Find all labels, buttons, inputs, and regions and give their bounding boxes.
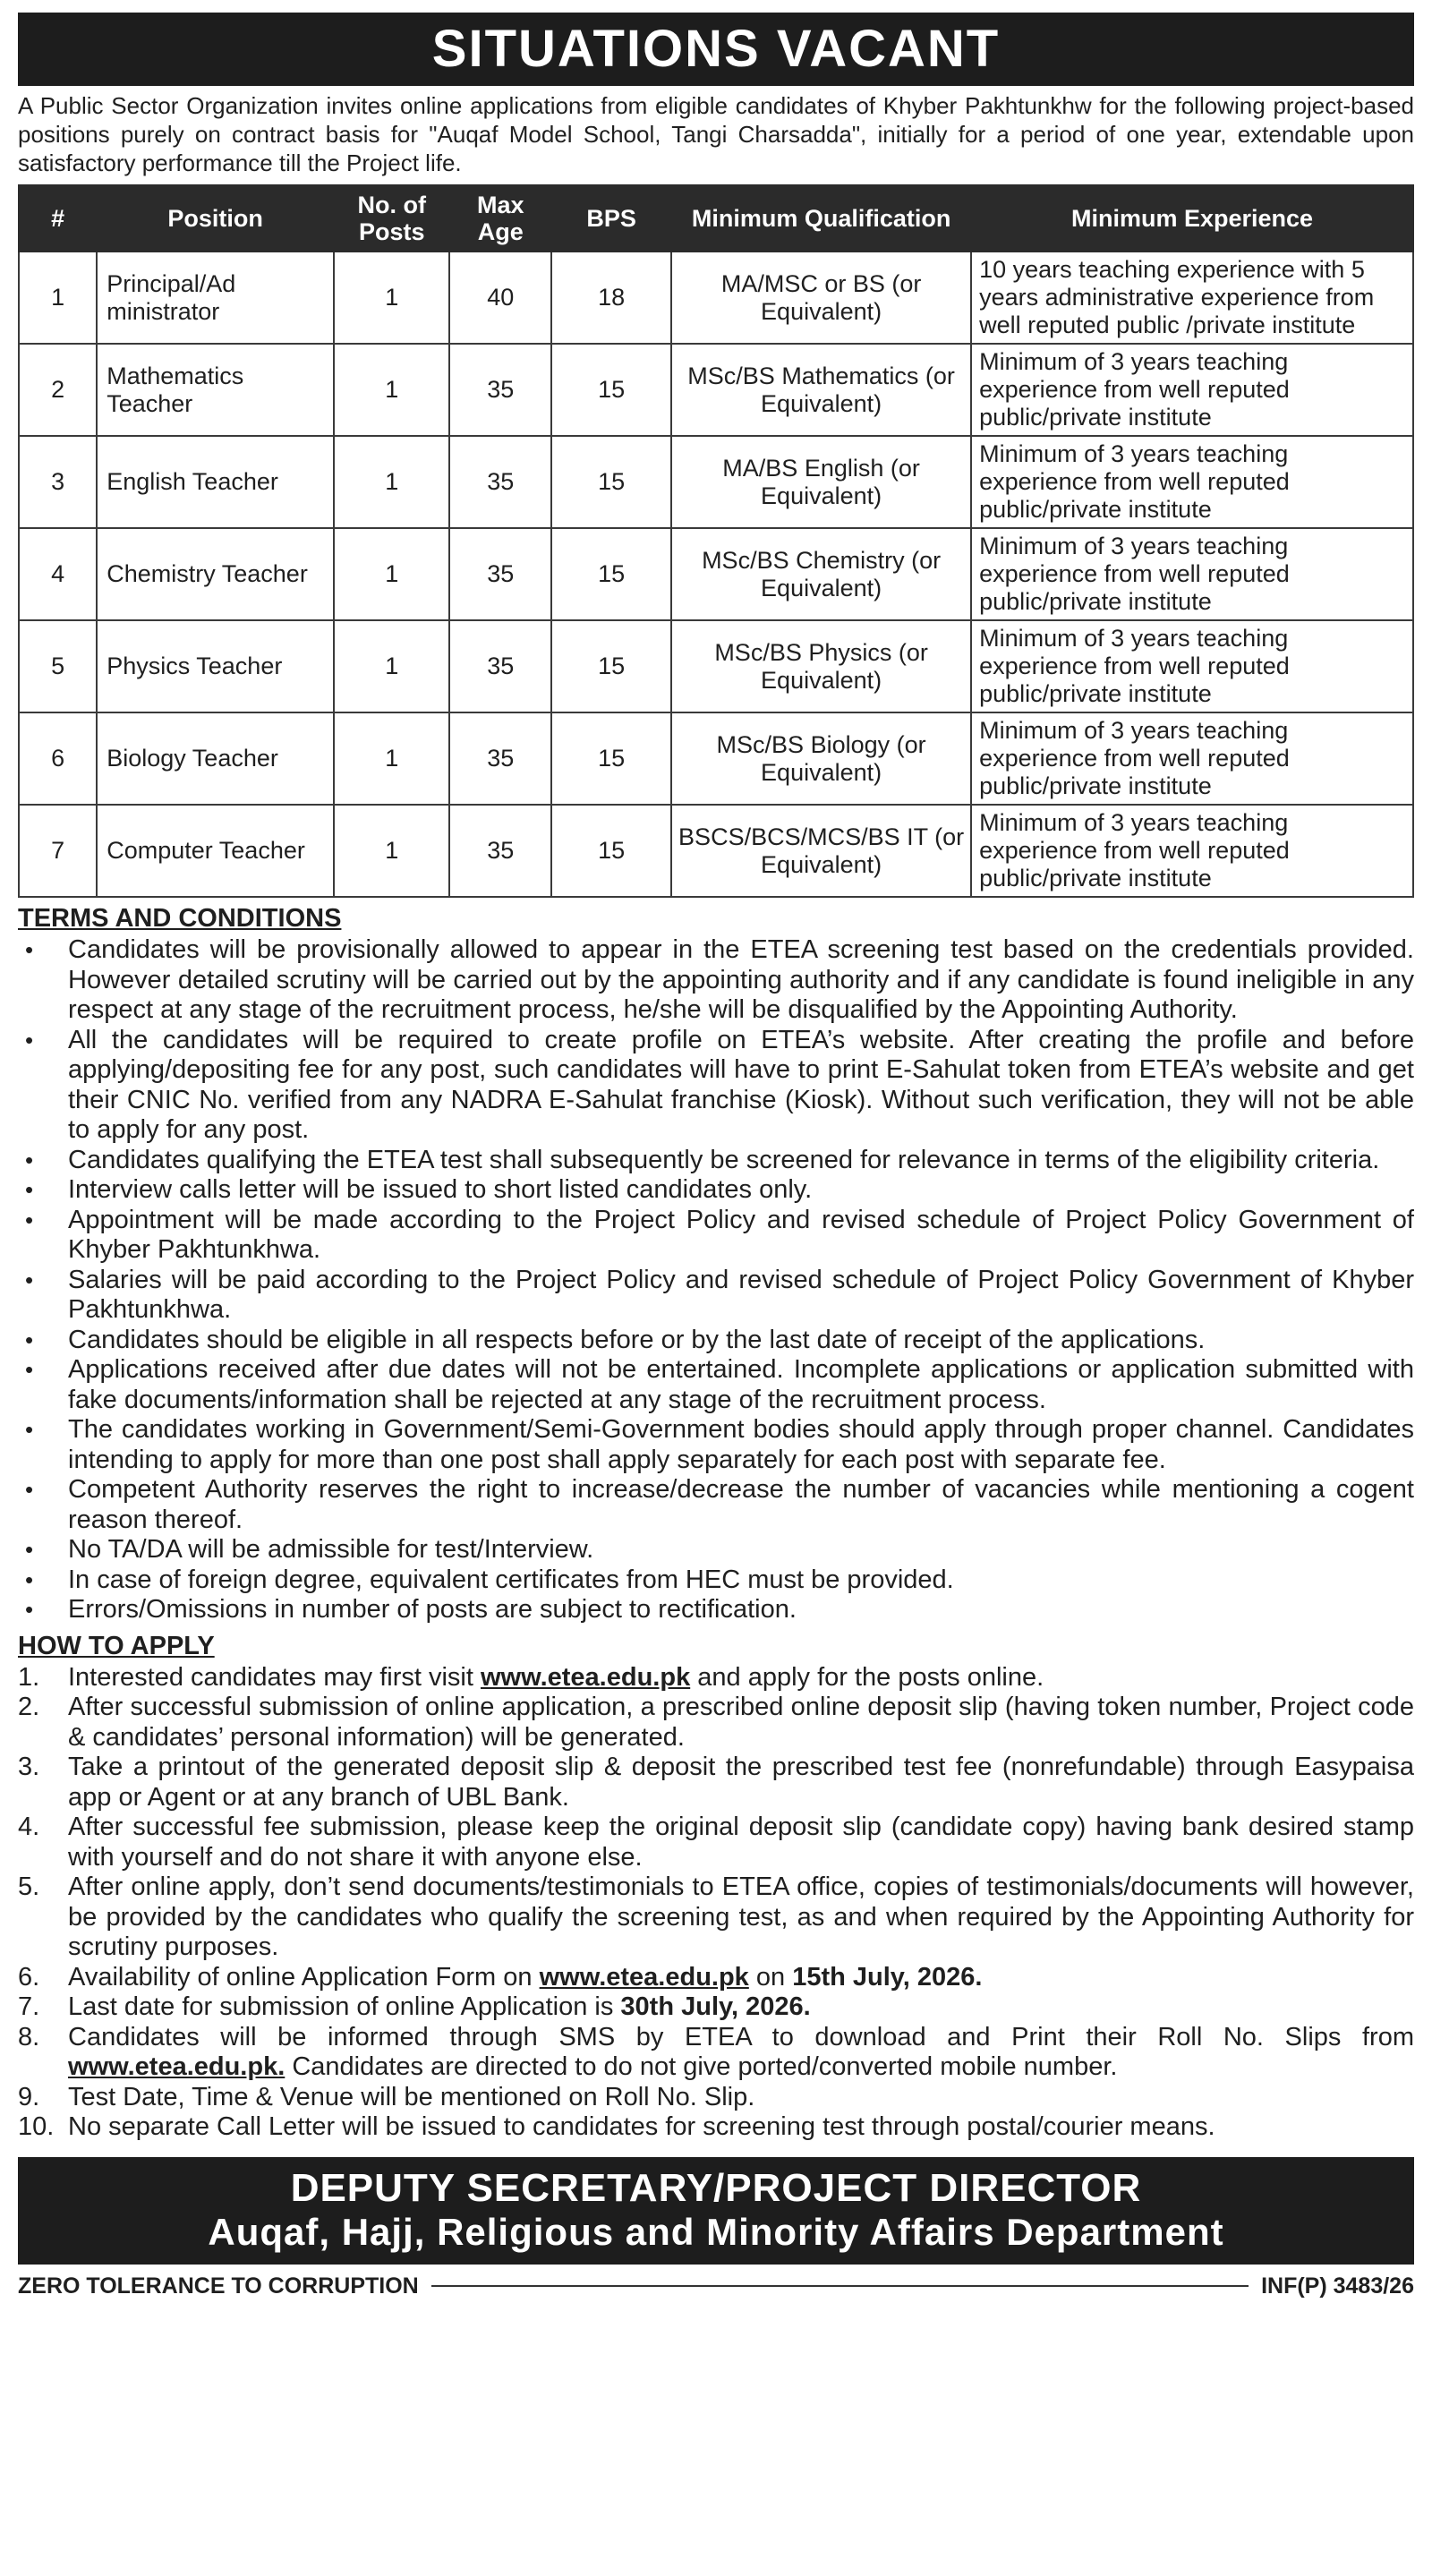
step-text: After successful fee submission, please keep the original deposit slip (candidate copy) having bank desired stamp with yourself and do not share it with anyone else. [68, 1813, 1414, 1872]
table-row [19, 620, 1413, 712]
step-text: and apply for the posts online. [690, 1662, 1044, 1692]
list-item: • Interview calls letter will be issued to short listed candidates only. [18, 1175, 1414, 1206]
etea-website-link[interactable]: www.etea.edu.pk [539, 1962, 749, 1992]
table-header-row [19, 185, 1413, 252]
intro-paragraph: A Public Sector Organization invites online applications from eligible candidates of Khyber Pakhtunkhw for the following project-based positions purely on contract basis for "Auqaf Model School, Tangi Charsadda", initially for a period of one year, extendable upon satisfactory performance till the Project life. [18, 92, 1414, 176]
cell-posts: 1 [334, 436, 449, 528]
list-item: • Applications received after due dates will not be entertained. Incomplete applications or application submitted with fake documents/information shall be rejected at any stage of the recruitment process. [18, 1355, 1414, 1415]
list-item [18, 2023, 1414, 2083]
cell-bps: 15 [551, 528, 671, 620]
cell-posts: 1 [334, 712, 449, 805]
step-text: on [748, 1962, 793, 1992]
step-text: Take a printout of the generated deposit slip & deposit the prescribed test fee (nonrefundable) through Easypaisa app or Agent or at any branch of UBL Bank. [68, 1753, 1414, 1812]
step-number: 1. [18, 1662, 40, 1692]
step-text: Last date for submission of online Application is [68, 1992, 621, 2021]
cell-position: Principal/Ad ministrator [97, 252, 334, 344]
list-item [18, 1992, 1414, 2023]
cell-experience: Minimum of 3 years teaching experience from well reputed public/private institute [971, 528, 1413, 620]
list-item [18, 1663, 1414, 1693]
cell-number: 1 [19, 252, 97, 344]
issuer-department: Auqaf, Hajj, Religious and Minority Affairs Department [208, 2210, 1224, 2253]
cell-age: 35 [449, 436, 551, 528]
list-item [18, 1963, 1414, 1993]
reference-number: INF(P) 3483/26 [1261, 2273, 1414, 2299]
cell-qualification: MA/MSC or BS (or Equivalent) [671, 252, 971, 344]
cell-position: Physics Teacher [97, 620, 334, 712]
table-row [19, 528, 1413, 620]
cell-position: English Teacher [97, 436, 334, 528]
cell-age: 35 [449, 620, 551, 712]
etea-website-link[interactable]: www.etea.edu.pk. [68, 2052, 286, 2081]
cell-bps: 15 [551, 344, 671, 436]
cell-bps: 18 [551, 252, 671, 344]
cell-bps: 15 [551, 620, 671, 712]
list-item [18, 1693, 1414, 1753]
cell-posts: 1 [334, 252, 449, 344]
table-row [19, 344, 1413, 436]
cell-age: 35 [449, 805, 551, 897]
col-header-bps: BPS [551, 185, 671, 252]
list-item [18, 1872, 1414, 1963]
list-item: • Competent Authority reserves the right to increase/decrease the number of vacancies while mentioning a cogent reason thereof. [18, 1475, 1414, 1535]
cell-posts: 1 [334, 805, 449, 897]
list-item: • The candidates working in Government/Semi-Government bodies should apply through proper channel. Candidates intending to apply for more than one post shall apply separately for each post with separate fee. [18, 1415, 1414, 1475]
cell-number: 4 [19, 528, 97, 620]
cell-qualification: MSc/BS Mathematics (or Equivalent) [671, 344, 971, 436]
step-number: 8. [18, 2022, 40, 2051]
page-title: SITUATIONS VACANT [18, 13, 1414, 86]
step-number: 7. [18, 1992, 40, 2021]
last-date: 30th July, 2026. [620, 1992, 811, 2021]
list-item: • Errors/Omissions in number of posts are subject to rectification. [18, 1595, 1414, 1625]
cell-qualification: MSc/BS Chemistry (or Equivalent) [671, 528, 971, 620]
table-row [19, 805, 1413, 897]
cell-posts: 1 [334, 528, 449, 620]
cell-qualification: MA/BS English (or Equivalent) [671, 436, 971, 528]
cell-position: Computer Teacher [97, 805, 334, 897]
step-number: 3. [18, 1753, 40, 1781]
list-item [18, 1813, 1414, 1872]
col-header-posts: No. of Posts [334, 185, 449, 252]
terms-list [18, 935, 1414, 1625]
list-item: • Candidates will be provisionally allowed to appear in the ETEA screening test based on the credentials provided. However detailed scrutiny will be carried out by the appointing authority and if any candidate is found ineligible in any respect at any stage of the recruitment process, he/she will be disqualified by the Appointing Authority. [18, 935, 1414, 1026]
cell-number: 2 [19, 344, 97, 436]
cell-qualification: MSc/BS Physics (or Equivalent) [671, 620, 971, 712]
cell-position: Biology Teacher [97, 712, 334, 805]
list-item [18, 2083, 1414, 2113]
cell-bps: 15 [551, 805, 671, 897]
cell-age: 35 [449, 528, 551, 620]
table-row [19, 712, 1413, 805]
step-number: 2. [18, 1693, 40, 1721]
apply-heading: HOW TO APPLY [18, 1631, 215, 1660]
cell-experience: Minimum of 3 years teaching experience from well reputed public/private institute [971, 620, 1413, 712]
cell-experience: Minimum of 3 years teaching experience from well reputed public/private institute [971, 436, 1413, 528]
step-text: Candidates will be informed through SMS by ETEA to download and Print their Roll No. Slips from [68, 2022, 1414, 2051]
col-header-qualification: Minimum Qualification [671, 185, 971, 252]
step-number: 5. [18, 1872, 40, 1901]
table-row [19, 436, 1413, 528]
cell-bps: 15 [551, 712, 671, 805]
col-header-age: Max Age [449, 185, 551, 252]
step-text: After online apply, don’t send documents/testimonials to ETEA office, copies of testimonials/documents will however, be provided by the candidates who qualify the screening test, as and when required by the Appointing Authority for scrutiny purposes. [68, 1872, 1414, 1961]
cell-position: Mathematics Teacher [97, 344, 334, 436]
cell-posts: 1 [334, 344, 449, 436]
availability-date: 15th July, 2026. [792, 1962, 983, 1992]
apply-steps-list [18, 1663, 1414, 2143]
list-item: • Candidates qualifying the ETEA test shall subsequently be screened for relevance in terms of the eligibility criteria. [18, 1146, 1414, 1176]
step-text: Interested candidates may first visit [68, 1662, 481, 1692]
cell-number: 3 [19, 436, 97, 528]
cell-bps: 15 [551, 436, 671, 528]
col-header-experience: Minimum Experience [971, 185, 1413, 252]
step-number: 6. [18, 1962, 40, 1992]
cell-experience: 10 years teaching experience with 5 years administrative experience from well reputed public /private institute [971, 252, 1413, 344]
step-text: Test Date, Time & Venue will be mentioned on Roll No. Slip. [68, 2082, 755, 2111]
issuer-banner [18, 2157, 1414, 2265]
list-item [18, 1753, 1414, 1813]
cell-posts: 1 [334, 620, 449, 712]
cell-age: 35 [449, 344, 551, 436]
list-item: • In case of foreign degree, equivalent certificates from HEC must be provided. [18, 1565, 1414, 1596]
cell-qualification: MSc/BS Biology (or Equivalent) [671, 712, 971, 805]
list-item: • Candidates should be eligible in all respects before or by the last date of receipt of the applications. [18, 1326, 1414, 1356]
cell-number: 6 [19, 712, 97, 805]
list-item: • Appointment will be made according to the Project Policy and revised schedule of Project Policy Government of Khyber Pakhtunkhwa. [18, 1206, 1414, 1266]
cell-position: Chemistry Teacher [97, 528, 334, 620]
cell-number: 7 [19, 805, 97, 897]
bottom-line [18, 2273, 1414, 2299]
col-header-position: Position [97, 185, 334, 252]
table-row [19, 252, 1413, 344]
divider [431, 2285, 1249, 2287]
list-item: • All the candidates will be required to create profile on ETEA’s website. After creating the profile and before applying/depositing fee for any post, such candidates will have to print E-Sahulat token from ETEA’s website and get their CNIC No. verified from any NADRA E-Sahulat franchise (Kiosk). Without such verification, they will not be able to apply for any post. [18, 1026, 1414, 1146]
etea-website-link[interactable]: www.etea.edu.pk [480, 1662, 691, 1692]
list-item: • No TA/DA will be admissible for test/Interview. [18, 1535, 1414, 1565]
positions-table [18, 184, 1414, 898]
list-item: • Salaries will be paid according to the Project Policy and revised schedule of Project Policy Government of Khyber Pakhtunkhwa. [18, 1266, 1414, 1326]
cell-age: 35 [449, 712, 551, 805]
cell-number: 5 [19, 620, 97, 712]
cell-qualification: BSCS/BCS/MCS/BS IT (or Equivalent) [671, 805, 971, 897]
step-number: 10. [18, 2112, 55, 2141]
col-header-number: # [19, 185, 97, 252]
list-item [18, 2112, 1414, 2143]
cell-experience: Minimum of 3 years teaching experience from well reputed public/private institute [971, 712, 1413, 805]
step-text: Candidates are directed to do not give ported/converted mobile number. [285, 2052, 1118, 2081]
step-number: 9. [18, 2082, 40, 2111]
step-text: After successful submission of online application, a prescribed online deposit slip (having token number, Project code & candidates’ personal information) will be generated. [68, 1693, 1414, 1752]
cell-experience: Minimum of 3 years teaching experience from well reputed public/private institute [971, 805, 1413, 897]
step-number: 4. [18, 1813, 40, 1841]
cell-age: 40 [449, 252, 551, 344]
issuer-title: DEPUTY SECRETARY/PROJECT DIRECTOR [290, 2165, 1142, 2210]
anti-corruption-slogan: ZERO TOLERANCE TO CORRUPTION [18, 2273, 419, 2299]
step-text: No separate Call Letter will be issued to candidates for screening test through postal/courier means. [68, 2112, 1215, 2141]
cell-experience: Minimum of 3 years teaching experience from well reputed public/private institute [971, 344, 1413, 436]
terms-heading: TERMS AND CONDITIONS [18, 904, 342, 933]
step-text: Availability of online Application Form on [68, 1962, 540, 1992]
